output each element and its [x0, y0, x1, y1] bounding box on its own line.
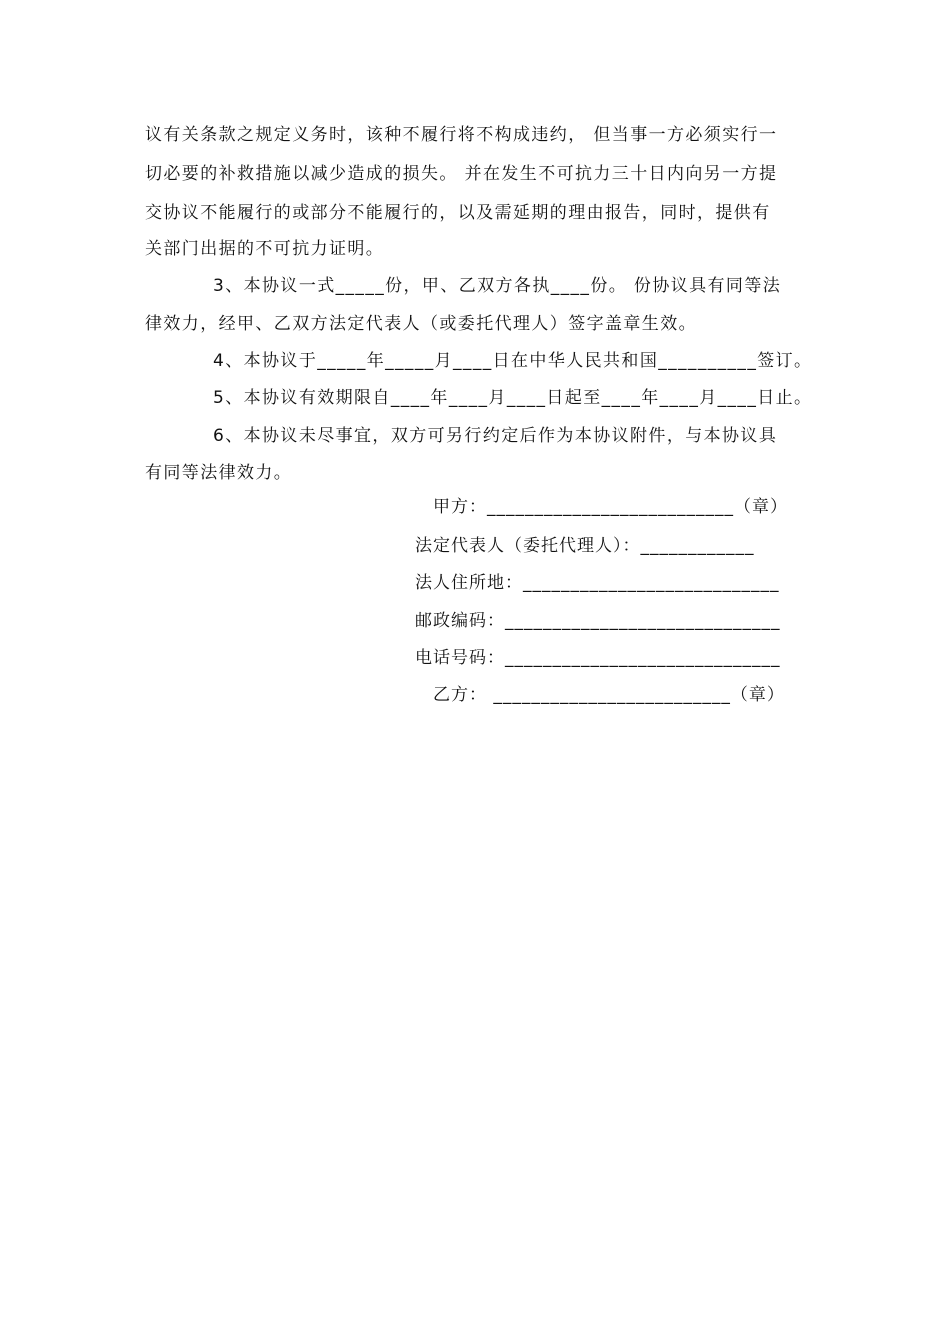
paragraph-line: 议有关条款之规定义务时，该种不履行将不构成违约， 但当事一方必须实行一	[145, 125, 778, 145]
legal-representative-line: 法定代表人（委托代理人）：____________	[415, 536, 755, 556]
clause-6-continuation: 有同等法律效力。	[145, 463, 293, 483]
clause-3-line: 3、本协议一式_____份，甲、乙双方各执____份。 份协议具有同等法	[213, 276, 782, 296]
clause-3-continuation: 律效力，经甲、乙双方法定代表人（或委托代理人）签字盖章生效。	[145, 314, 697, 334]
paragraph-line: 切必要的补救措施以减少造成的损失。 并在发生不可抗力三十日内向另一方提	[145, 164, 778, 184]
party-a-signature-line: 甲方：__________________________（章）	[433, 497, 788, 517]
phone-line: 电话号码：_____________________________	[415, 648, 781, 668]
clause-5-line: 5、本协议有效期限自____年____月____日起至____年____月____日止。	[213, 388, 813, 408]
address-line: 法人住所地：___________________________	[415, 573, 780, 593]
paragraph-line: 交协议不能履行的或部分不能履行的，以及需延期的理由报告，同时，提供有	[145, 203, 771, 223]
clause-4-line: 4、本协议于_____年_____月____日在中华人民共和国__________签订。	[213, 351, 813, 371]
postal-code-line: 邮政编码：_____________________________	[415, 611, 781, 631]
clause-6-line: 6、本协议未尽事宜，双方可另行约定后作为本协议附件，与本协议具	[213, 426, 778, 446]
party-b-signature-line: 乙方： _________________________（章）	[433, 685, 785, 705]
paragraph-line: 关部门出据的不可抗力证明。	[145, 239, 385, 259]
